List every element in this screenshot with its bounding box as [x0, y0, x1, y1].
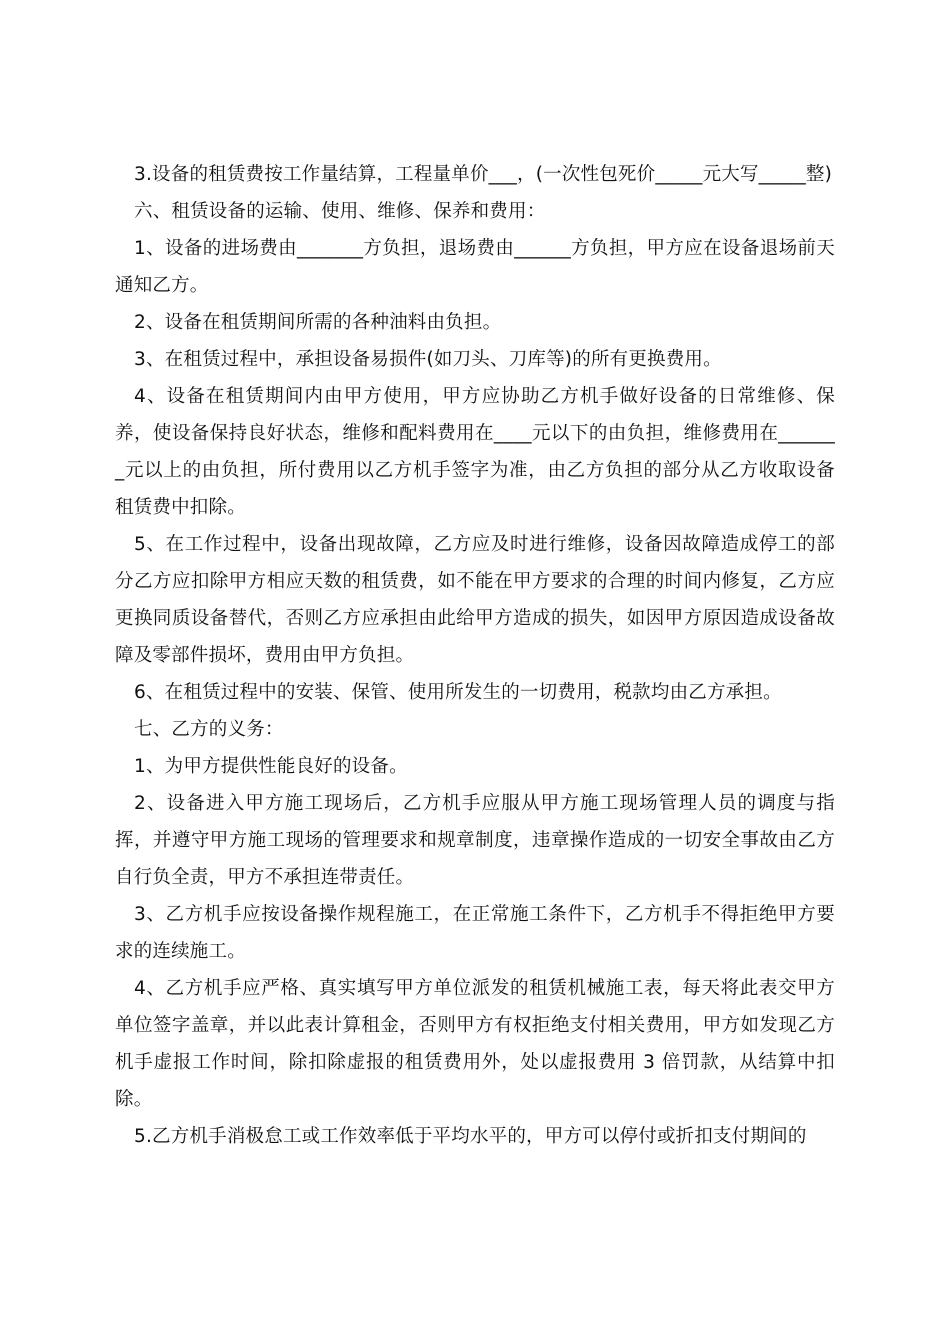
section-heading-6: 六、租赁设备的运输、使用、维修、保养和费用： — [134, 201, 546, 222]
paragraph-7-1: 1、为甲方提供性能良好的设备。 — [134, 756, 408, 777]
paragraph-6-3: 3、在租赁过程中，承担设备易损件(如刀头、刀库等)的所有更换费用。 — [134, 349, 722, 370]
paragraph-7-4: 4、乙方机手应严格、真实填写甲方单位派发的租赁机械施工表，每天将此表交甲方单位签字盖章，并以此表计算租金，否则甲方有权拒绝支付相关费用，甲方如发现乙方机手虚报工作时间，除扣除虚报的租赁费用外，处以虚报费用 3 倍罚款，从结算中扣除。 — [115, 978, 835, 1110]
paragraph-7-5: 5.乙方机手消极怠工或工作效率低于平均水平的，甲方可以停付或折扣支付期间的 — [134, 1126, 807, 1147]
paragraph-6-1: 1、设备的进场费由_______方负担，退场费由______方负担，甲方应在设备退场前天通知乙方。 — [115, 238, 835, 296]
paragraph-6-4: 4、设备在租赁期间内由甲方使用，甲方应协助乙方机手做好设备的日常维修、保养，使设备保持良好状态，维修和配料费用在____元以下的由负担，维修费用在_______元以上的由负担，所付费用以乙方机手签字为准，由乙方负担的部分从乙方收取设备租赁费中扣除。 — [115, 386, 835, 518]
paragraph-6-2: 2、设备在租赁期间所需的各种油料由负担。 — [134, 312, 502, 333]
document-body — [115, 156, 835, 1155]
paragraph-7-2: 2、设备进入甲方施工现场后，乙方机手应服从甲方施工现场管理人员的调度与指挥，并遵守甲方施工现场的管理要求和规章制度，违章操作造成的一切安全事故由乙方自行负全责，甲方不承担连带责任。 — [115, 793, 835, 888]
section-heading-7: 七、乙方的义务： — [134, 719, 284, 740]
paragraph-6-6: 6、在租赁过程中的安装、保管、使用所发生的一切费用，税款均由乙方承担。 — [134, 682, 782, 703]
paragraph-7-3: 3、乙方机手应按设备操作规程施工，在正常施工条件下，乙方机手不得拒绝甲方要求的连续施工。 — [115, 904, 835, 962]
paragraph-6-5: 5、在工作过程中，设备出现故障，乙方应及时进行维修，设备因故障造成停工的部分乙方应扣除甲方相应天数的租赁费，如不能在甲方要求的合理的时间内修复，乙方应更换同质设备替代，否则乙方应承担由此给甲方造成的损失，如因甲方原因造成设备故障及零部件损坏，费用由甲方负担。 — [115, 534, 835, 666]
paragraph-5-3-rental-fee: 3.设备的租赁费按工作量结算，工程量单价___，(一次性包死价_____元大写_____整) — [134, 164, 833, 185]
